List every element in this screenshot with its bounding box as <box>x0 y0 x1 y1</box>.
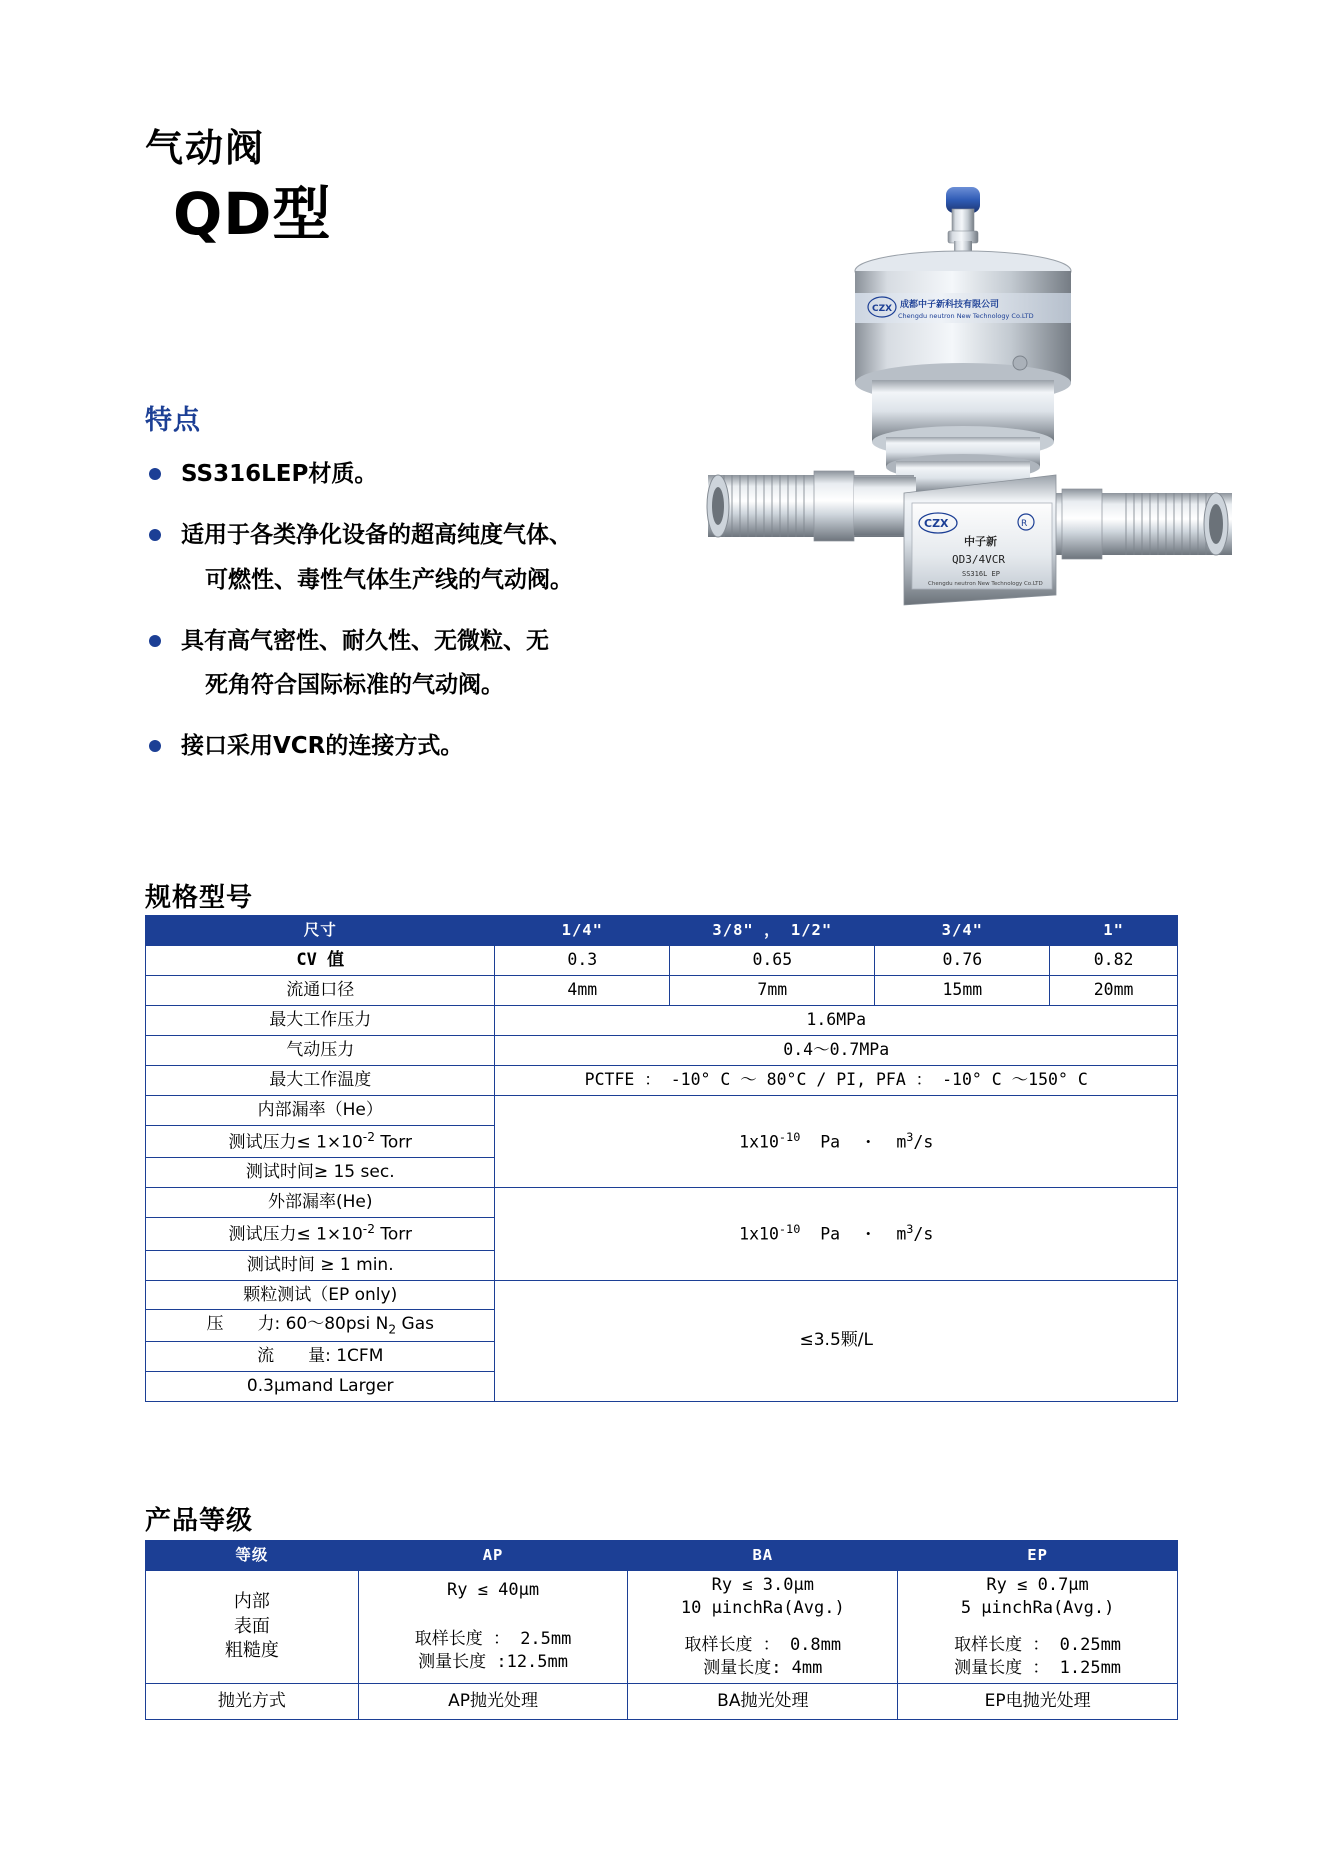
cell: 4mm <box>495 975 670 1005</box>
svg-text:CZX: CZX <box>872 304 893 314</box>
row-label: 流通口径 <box>146 975 495 1005</box>
table-header-row <box>146 1541 1178 1571</box>
table-row <box>146 1035 1178 1065</box>
right-thread <box>1120 493 1228 555</box>
spec-table <box>145 915 1178 1402</box>
svg-text:成都中子新科技有限公司: 成都中子新科技有限公司 <box>900 300 1000 310</box>
roughness-label-line: 表面 <box>233 1615 270 1637</box>
svg-text:Chengdu neutron New Technology: Chengdu neutron New Technology Co.LTD <box>928 581 1043 587</box>
list-item <box>145 619 705 709</box>
ep-measure: 测量长度 ： 1.25mm <box>954 1657 1122 1678</box>
ap-ra <box>363 1602 624 1628</box>
roughness-label <box>146 1570 359 1683</box>
table-row <box>146 1188 1178 1218</box>
col-header: 3/8" ， 1/2" <box>670 916 875 946</box>
table-row <box>146 1095 1178 1125</box>
table-row <box>146 1280 1178 1310</box>
feature-line1: 具有高气密性、耐久性、无微粒、无 <box>181 627 549 654</box>
row-label: 外部漏率(He) <box>146 1188 495 1218</box>
row-label: 颗粒测试（EP only) <box>146 1280 495 1310</box>
col-header: 1" <box>1050 916 1178 946</box>
row-label: 测试压力≤ $1\times 10^{-2}$ Torr <box>146 1218 495 1251</box>
cell: PCTFE ： -10° C ～ 80°C / PI, PFA ： -10° C ～150° C <box>495 1065 1178 1095</box>
col-header: 等级 <box>146 1541 359 1571</box>
svg-text:CZX: CZX <box>924 517 949 530</box>
row-label: 压 力: 60～80psi $N_2$ Gas <box>146 1310 495 1342</box>
title-main: 气动阀 <box>145 126 266 170</box>
svg-text:QD3/4VCR: QD3/4VCR <box>952 553 1005 566</box>
internal-leak-value: $1x10^{-10}$ Pa ・ $m^3/s$ <box>495 1095 1178 1187</box>
ep-sample: 取样长度 ： 0.25mm <box>954 1634 1122 1655</box>
table-row <box>146 945 1178 975</box>
grade-ep-cell <box>898 1570 1178 1683</box>
list-item <box>145 724 705 769</box>
product-photo <box>690 175 1250 735</box>
cell: 0.65 <box>670 945 875 975</box>
spec-heading: 规格型号 <box>145 883 254 913</box>
ap-sample: 取样长度 ： 2.5mm <box>414 1629 572 1650</box>
polish-ep: EP电抛光处理 <box>898 1683 1178 1719</box>
row-label: 最大工作压力 <box>146 1005 495 1035</box>
ba-sample: 取样长度 ： 0.8mm <box>684 1634 842 1655</box>
row-label: 测试时间 ≥ 1 min. <box>146 1250 495 1280</box>
ap-ry: Ry ≤ 40μm <box>446 1580 540 1601</box>
cell: 7mm <box>670 975 875 1005</box>
feature-line1: 接口采用VCR的连接方式。 <box>181 733 464 760</box>
table-row <box>146 1065 1178 1095</box>
list-item <box>145 452 705 497</box>
cell: 20mm <box>1050 975 1178 1005</box>
svg-text:中子新: 中子新 <box>964 535 997 548</box>
ep-ry: Ry ≤ 0.7μm <box>986 1574 1089 1595</box>
grade-ap-cell <box>358 1570 628 1683</box>
row-label: 测试压力≤ $1\times 10^{-2}$ Torr <box>146 1125 495 1158</box>
ap-measure: 测量长度 :12.5mm <box>418 1652 568 1673</box>
roughness-label-line: 内部 <box>233 1591 270 1613</box>
polish-label: 抛光方式 <box>146 1683 359 1719</box>
row-label: 最大工作温度 <box>146 1065 495 1095</box>
list-item <box>145 513 705 603</box>
grade-table <box>145 1540 1178 1720</box>
feature-line2: 可燃性、毒性气体生产线的气动阀。 <box>205 566 573 593</box>
polish-ap: AP抛光处理 <box>358 1683 628 1719</box>
grade-ba-cell <box>628 1570 898 1683</box>
col-header: EP <box>898 1541 1178 1571</box>
cell: 0.3 <box>495 945 670 975</box>
external-leak-value: $1x10^{-10}$ Pa ・ $m^3/s$ <box>495 1188 1178 1280</box>
table-row <box>146 1570 1178 1683</box>
svg-text:R: R <box>1021 519 1028 529</box>
row-label: 0.3μmand Larger <box>146 1372 495 1402</box>
left-thread <box>707 475 814 537</box>
cell: 0.76 <box>875 945 1050 975</box>
grade-heading: 产品等级 <box>145 1506 254 1536</box>
page-title <box>145 126 332 248</box>
ba-ry: Ry ≤ 3.0μm <box>711 1574 814 1595</box>
bullet-icon <box>149 635 161 647</box>
ba-ra: 10 μinchRa(Avg.) <box>680 1597 845 1618</box>
cell: 1.6MPa <box>495 1005 1178 1035</box>
row-label: 测试时间≥ 15 sec. <box>146 1158 495 1188</box>
svg-text:SS316L EP: SS316L EP <box>962 570 1000 578</box>
col-header: 1/4" <box>495 916 670 946</box>
col-header: 3/4" <box>875 916 1050 946</box>
cell: 0.4～0.7MPa <box>495 1035 1178 1065</box>
feature-line1: SS316LEP材质。 <box>181 461 378 487</box>
table-row <box>146 1683 1178 1719</box>
ba-measure: 测量长度: 4mm <box>703 1657 823 1678</box>
table-header-row <box>146 916 1178 946</box>
col-header: AP <box>358 1541 628 1571</box>
table-row <box>146 1005 1178 1035</box>
polish-ba: BA抛光处理 <box>628 1683 898 1719</box>
particle-value: ≤3.5颗/L <box>495 1280 1178 1402</box>
feature-line2: 死角符合国际标准的气动阀。 <box>205 672 504 699</box>
row-label: 流 量: 1CFM <box>146 1342 495 1372</box>
col-header: BA <box>628 1541 898 1571</box>
feature-line1: 适用于各类净化设备的超高纯度气体、 <box>181 521 572 548</box>
col-header: 尺寸 <box>146 916 495 946</box>
ep-ra: 5 μinchRa(Avg.) <box>960 1597 1115 1618</box>
table-row <box>146 975 1178 1005</box>
svg-text:Chengdu neutron New Technology: Chengdu neutron New Technology Co.LTD <box>898 312 1034 320</box>
bullet-icon <box>149 529 161 541</box>
row-label: CV 值 <box>146 945 495 975</box>
bullet-icon <box>149 740 161 752</box>
title-sub: QD型 <box>173 179 332 248</box>
features-heading: 特点 <box>145 405 201 436</box>
roughness-label-line: 粗糙度 <box>224 1639 279 1661</box>
cell: 15mm <box>875 975 1050 1005</box>
cell: 0.82 <box>1050 945 1178 975</box>
row-label: 气动压力 <box>146 1035 495 1065</box>
bullet-icon <box>149 468 161 480</box>
row-label: 内部漏率（He） <box>146 1095 495 1125</box>
features-list <box>145 452 705 785</box>
